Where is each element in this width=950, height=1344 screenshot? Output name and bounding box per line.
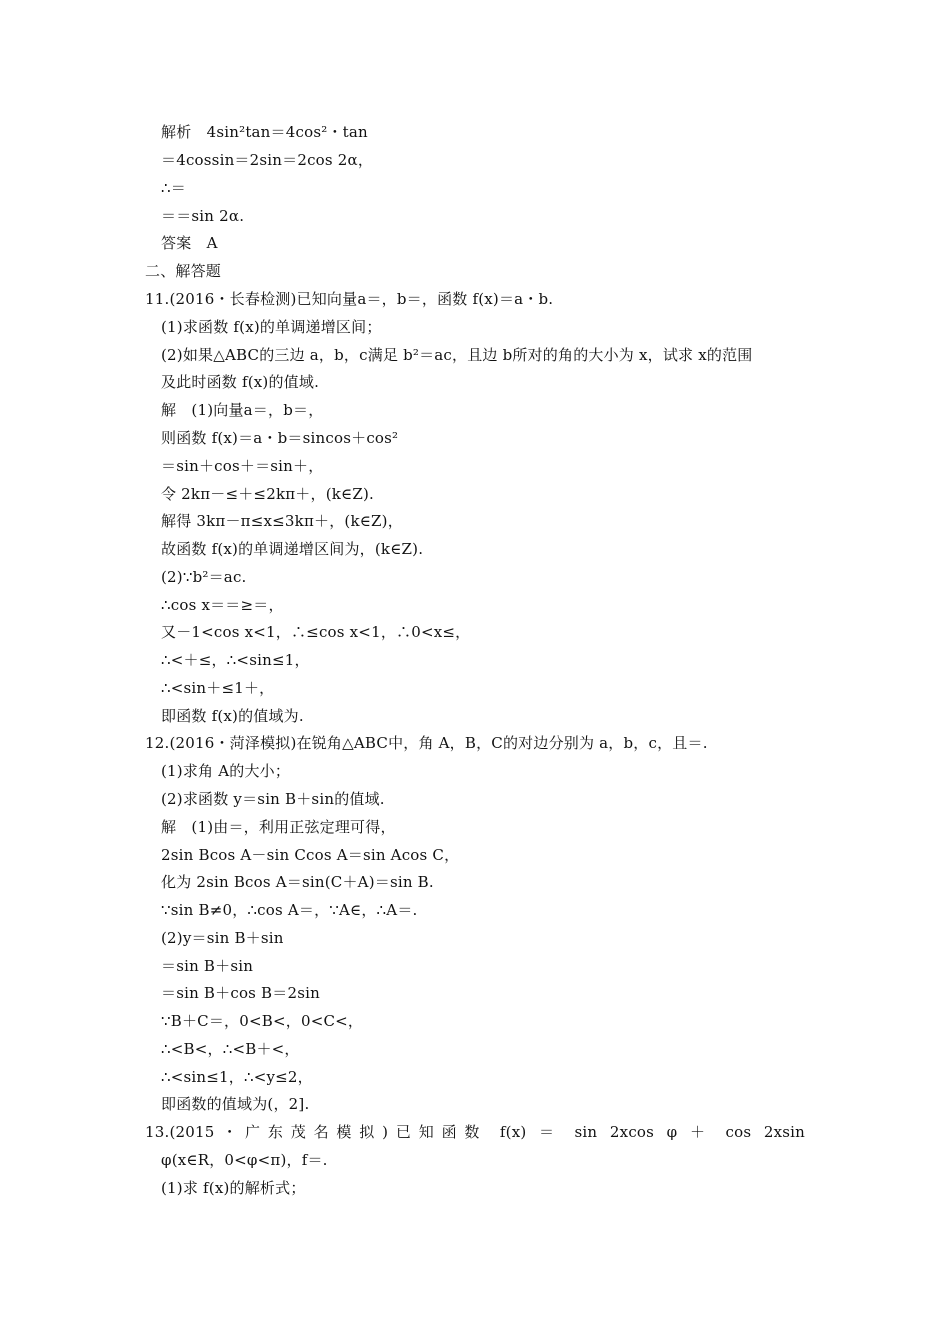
- text-line: (1)求 f(x)的解析式；: [161, 1179, 306, 1197]
- text-line: 又－1<cos x<1，∴≤cos x<1，∴0<x≤，: [161, 623, 471, 641]
- text-line: ＝＝sin 2α.: [161, 207, 245, 225]
- text-line: (1)求函数 f(x)的单调递增区间；: [161, 318, 382, 336]
- text-line: 解 (1)向量a＝，b＝，: [161, 401, 324, 419]
- text-line: ∵B＋C＝，0<B<，0<C<，: [161, 1012, 364, 1030]
- text-line: φ(x∈R，0<φ<π)，f＝.: [161, 1151, 328, 1169]
- text-line: 则函数 f(x)＝a・b＝sincos＋cos²: [161, 429, 399, 447]
- text-line: 令 2kπ－≤＋≤2kπ＋，(k∈Z).: [161, 485, 374, 503]
- text-line: (2)求函数 y＝sin B＋sin的值域.: [161, 790, 385, 808]
- text-line: ＝4cossin＝2sin＝2cos 2α，: [161, 151, 374, 169]
- text-line: 解 (1)由＝，利用正弦定理可得，: [161, 818, 396, 836]
- text-line: 即函数的值域为(，2].: [161, 1095, 310, 1113]
- text-line: 解析 4sin²tan＝4cos²・tan: [161, 123, 368, 141]
- text-line: (2)y＝sin B＋sin: [161, 929, 284, 947]
- text-line: 故函数 f(x)的单调递增区间为，(k∈Z).: [161, 540, 424, 558]
- text-line: (2)如果△ABC的三边 a，b，c满足 b²＝ac，且边 b所对的角的大小为 x，试求 x的范围: [161, 346, 753, 364]
- text-line: 化为 2sin Bcos A＝sin(C＋A)＝sin B.: [161, 873, 434, 891]
- question-13: 13.(2015・广东茂名模拟)已知函数 f(x) ＝ sin 2xcos φ ＋ cos 2xsin: [145, 1123, 805, 1141]
- text-line: (2)∵b²＝ac.: [161, 568, 247, 586]
- text-line: ∵sin B≠0，∴cos A＝，∵A∈，∴A＝.: [161, 901, 418, 919]
- text-line: ∴cos x＝＝≥＝，: [161, 596, 284, 614]
- text-line: ＝sin＋cos＋＝sin＋，: [161, 457, 324, 475]
- question-11: 11.(2016・长春检测)已知向量a＝，b＝，函数 f(x)＝a・b.: [145, 290, 554, 308]
- text-line: ∴<B<，∴<B＋<，: [161, 1040, 300, 1058]
- text-line: ＝sin B＋cos B＝2sin: [161, 984, 320, 1002]
- section-heading: 二、解答题: [145, 262, 222, 280]
- text-line: ＝sin B＋sin: [161, 957, 254, 975]
- text-line: 2sin Bcos A－sin Ccos A＝sin Acos C，: [161, 846, 460, 864]
- text-line: 及此时函数 f(x)的值域.: [161, 373, 320, 391]
- text-line: ∴<sin＋≤1＋，: [161, 679, 275, 697]
- text-line: (1)求角 A的大小；: [161, 762, 291, 780]
- text-line: ∴＝: [161, 179, 186, 197]
- question-12: 12.(2016・菏泽模拟)在锐角△ABC中，角 A，B，C的对边分别为 a，b，c，且＝.: [145, 734, 708, 752]
- text-line: ∴<＋≤，∴<sin≤1，: [161, 651, 310, 669]
- text-line: 解得 3kπ－π≤x≤3kπ＋，(k∈Z)，: [161, 512, 403, 530]
- text-line: 即函数 f(x)的值域为.: [161, 707, 304, 725]
- answer-line: 答案 A: [161, 234, 218, 252]
- text-line: ∴<sin≤1，∴<y≤2，: [161, 1068, 313, 1086]
